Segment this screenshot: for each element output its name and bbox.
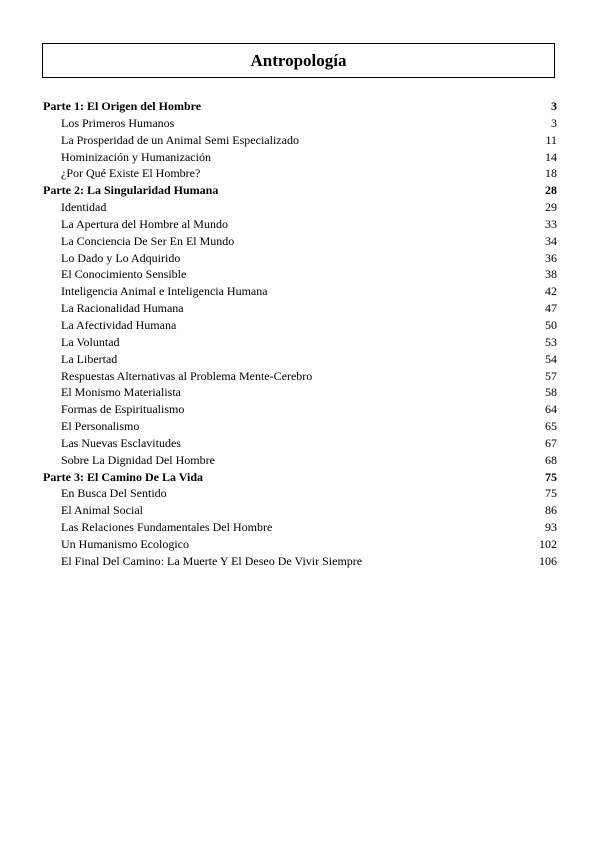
toc-page-number: 102: [539, 536, 557, 551]
toc-entry-label: El Animal Social: [61, 503, 143, 518]
toc-entry-label: El Conocimiento Sensible: [61, 267, 187, 282]
toc-part-1[interactable]: [43, 98, 557, 115]
toc-part-2[interactable]: [43, 182, 557, 199]
toc-entry[interactable]: [43, 536, 557, 553]
toc-entry[interactable]: [43, 233, 557, 250]
toc-page-number: 14: [545, 149, 557, 164]
toc-entry-label: El Final Del Camino: La Muerte Y El Deseo De Vivir Siempre: [61, 553, 363, 568]
toc-page-number: 57: [545, 368, 557, 383]
toc-page-number: 93: [545, 520, 557, 535]
toc-entry-label: Lo Dado y Lo Adquirido: [61, 250, 181, 265]
toc-page-number: 50: [545, 317, 557, 332]
toc-entry[interactable]: [43, 165, 557, 182]
toc-entry[interactable]: [43, 199, 557, 216]
document-title-box: [42, 43, 555, 78]
toc-entry[interactable]: [43, 132, 557, 149]
toc-entry[interactable]: [43, 351, 557, 368]
toc-entry-label: Las Relaciones Fundamentales Del Hombre: [61, 520, 273, 535]
toc-entry[interactable]: [43, 368, 557, 385]
toc-page-number: 106: [539, 553, 557, 568]
toc-page-number: 28: [545, 183, 557, 198]
toc-page-number: 75: [545, 486, 557, 501]
toc-entry-label: Inteligencia Animal e Inteligencia Humana: [61, 284, 268, 299]
document-title: Antropología: [250, 50, 347, 70]
toc-entry[interactable]: [43, 418, 557, 435]
toc-entry-label: La Conciencia De Ser En El Mundo: [61, 233, 235, 248]
toc-entry-label: ¿Por Qué Existe El Hombre?: [61, 166, 201, 181]
toc-page-number: 33: [545, 216, 557, 231]
toc-entry-label: La Voluntad: [61, 334, 120, 349]
toc-entry[interactable]: [43, 283, 557, 300]
toc-page-number: 75: [545, 469, 557, 484]
toc-page-number: 38: [545, 267, 557, 282]
toc-page-number: 3: [551, 115, 557, 130]
toc-entry-label: La Libertad: [61, 351, 118, 366]
toc-entry[interactable]: [43, 485, 557, 502]
toc-page-number: 3: [551, 99, 557, 113]
toc-page-number: 47: [545, 301, 557, 316]
toc-entry[interactable]: [43, 334, 557, 351]
toc-entry-label: Las Nuevas Esclavitudes: [61, 435, 181, 450]
toc-entry[interactable]: [43, 266, 557, 283]
toc-page-number: 64: [545, 402, 557, 417]
toc-page-number: 65: [545, 419, 557, 434]
toc-entry[interactable]: [43, 384, 557, 401]
toc-entry[interactable]: [43, 519, 557, 536]
toc-entry-label: El Personalismo: [61, 419, 140, 434]
toc-entry[interactable]: [43, 149, 557, 166]
toc-part-3[interactable]: [43, 469, 557, 486]
toc-entry[interactable]: [43, 502, 557, 519]
toc-entry-label: Formas de Espiritualismo: [61, 402, 185, 417]
toc-part-label: Parte 3: El Camino De La Vida: [43, 469, 203, 484]
toc-page-number: 36: [545, 250, 557, 265]
toc-entry[interactable]: [43, 300, 557, 317]
toc-entry[interactable]: [43, 317, 557, 334]
toc-page-number: 53: [545, 334, 557, 349]
toc-entry[interactable]: [43, 452, 557, 469]
toc-entry-label: La Apertura del Hombre al Mundo: [61, 216, 228, 231]
toc-entry-label: La Prosperidad de un Animal Semi Especializado: [61, 132, 299, 147]
toc-entry[interactable]: [43, 553, 557, 570]
toc-page-number: 68: [545, 452, 557, 467]
toc-entry-label: Hominización y Humanización: [61, 149, 211, 164]
toc-entry-label: Identidad: [61, 200, 107, 215]
toc-entry[interactable]: [43, 250, 557, 267]
toc-page-number: 67: [545, 435, 557, 450]
toc-entry-label: La Afectividad Humana: [61, 317, 177, 332]
toc-part-label: Parte 2: La Singularidad Humana: [43, 183, 219, 198]
toc-entry[interactable]: [43, 401, 557, 418]
toc-entry[interactable]: [43, 216, 557, 233]
toc-entry-label: El Monismo Materialista: [61, 385, 181, 400]
toc-entry-label: Los Primeros Humanos: [61, 115, 175, 130]
table-of-contents: [43, 98, 557, 570]
toc-entry[interactable]: [43, 435, 557, 452]
toc-page-number: 86: [545, 503, 557, 518]
toc-page-number: 18: [545, 166, 557, 181]
toc-entry[interactable]: [43, 115, 557, 132]
toc-entry-label: La Racionalidad Humana: [61, 301, 184, 316]
toc-page-number: 42: [545, 284, 557, 299]
toc-part-label: Parte 1: El Origen del Hombre: [43, 99, 202, 113]
toc-entry-label: Un Humanismo Ecologico: [61, 536, 189, 551]
toc-page-number: 58: [545, 385, 557, 400]
toc-page-number: 11: [545, 132, 557, 147]
toc-entry-label: Respuestas Alternativas al Problema Mente-Cerebro: [61, 368, 313, 383]
toc-entry-label: En Busca Del Sentido: [61, 486, 167, 501]
toc-page-number: 34: [545, 233, 557, 248]
toc-page-number: 29: [545, 200, 557, 215]
toc-entry-label: Sobre La Dignidad Del Hombre: [61, 452, 215, 467]
toc-page-number: 54: [545, 351, 557, 366]
